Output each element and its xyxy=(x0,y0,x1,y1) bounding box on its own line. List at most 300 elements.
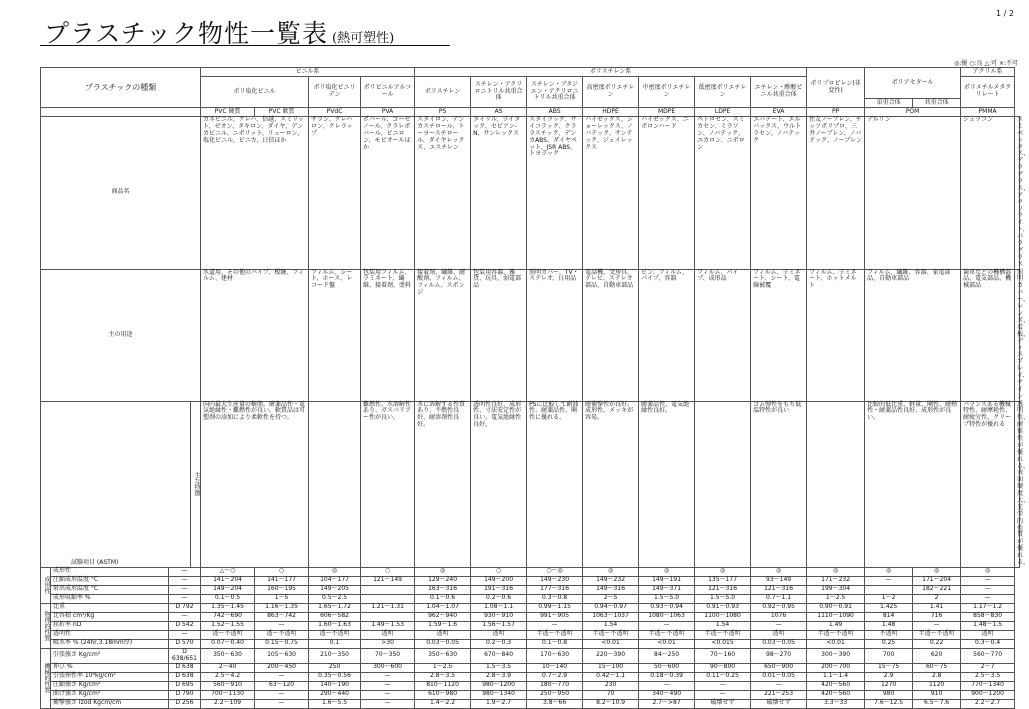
feature-cell: PSに比較して耐油性、耐薬品性、剛性に優れる。 xyxy=(527,401,583,567)
property-value: 290〜440 xyxy=(309,690,361,699)
property-value: 420〜560 xyxy=(807,690,865,699)
property-value: 0.1〜0.5 xyxy=(201,594,255,603)
property-value: 149〜232 xyxy=(583,576,639,585)
property-value: 90〜800 xyxy=(695,663,751,672)
property-value: ◎ xyxy=(415,567,471,576)
astm-code: D 638/651 xyxy=(169,648,201,663)
property-value: 770〜1340 xyxy=(961,681,1015,690)
property-value: — xyxy=(695,690,751,699)
property-value: 1.6〜5.5 xyxy=(309,699,361,708)
property-value: 3.3〜33 xyxy=(807,699,865,708)
property-value: 透明 xyxy=(471,630,527,639)
property-value: 0.1 xyxy=(309,639,361,648)
feature-cell xyxy=(309,401,361,567)
property-value: 716 xyxy=(913,612,961,621)
property-value: — xyxy=(361,681,415,690)
property-value: 70〜160 xyxy=(695,648,751,663)
abbr-cell: PP xyxy=(807,108,865,117)
feature-cell: 水に溶解する性質あり、不燃性良好、耐溶剤性良好。 xyxy=(415,401,471,567)
property-label: 成形収縮率 % xyxy=(51,594,169,603)
property-value: 半透〜不透明 xyxy=(695,630,751,639)
property-value: 814 xyxy=(865,612,913,621)
group-acrylic: アクリル系 xyxy=(961,68,1015,77)
trade-name-cell: ハイゼックス、ショーレックス、ノバテック、サンテック、ジェイレックス xyxy=(583,117,639,270)
property-value: 191〜316 xyxy=(471,585,527,594)
property-value: — xyxy=(255,690,309,699)
feature-cell: ゴム弾性をもち低温特性が良い xyxy=(751,401,807,567)
property-value: 1.5〜5.0 xyxy=(695,594,751,603)
property-value: 半透〜不透明 xyxy=(913,630,961,639)
property-value: 200〜700 xyxy=(807,663,865,672)
abbr-cell: PVA xyxy=(361,108,415,117)
property-value: 991〜905 xyxy=(527,612,583,621)
trade-name-cell: ジュラコン xyxy=(961,117,1015,270)
feature-cell: 国内最大生産量の樹脂。耐薬品性・電気絶縁性・難燃性が良い。軟質品は可塑剤の添加により柔軟性を持つ。 xyxy=(201,401,309,567)
property-value: 163〜316 xyxy=(415,585,471,594)
property-value: 1.52〜1.55 xyxy=(201,621,255,630)
property-value: 0.07〜0.40 xyxy=(201,639,255,648)
property-value: 透〜不透明 xyxy=(255,630,309,639)
property-value: 650〜900 xyxy=(751,663,807,672)
main-use-cell: 包装用フィルム、ラミネート、繊維、接着剤、塗料 xyxy=(361,269,415,401)
property-value: 1.5〜3.5 xyxy=(471,663,527,672)
property-value: 149〜205 xyxy=(309,585,361,594)
property-value: 1.17〜1.2 xyxy=(961,603,1015,612)
property-value: 1.54 xyxy=(583,621,639,630)
property-value: 171〜232 xyxy=(807,576,865,585)
trade-name-cell: ペトロセン、スミカセン、ミラソン、ノバテック、ユカロン、ニポロン xyxy=(695,117,751,270)
property-value: 300〜600 xyxy=(361,663,415,672)
property-value: 141〜177 xyxy=(255,576,309,585)
property-value: 0.93〜0.94 xyxy=(639,603,695,612)
property-value: 1110〜1090 xyxy=(807,612,865,621)
property-value: 220〜390 xyxy=(583,648,639,663)
trade-name-cell: デルリン xyxy=(865,117,961,270)
property-value: 1.16〜1.35 xyxy=(255,603,309,612)
astm-code: — xyxy=(169,567,201,576)
property-value: 1.60〜1.63 xyxy=(309,621,361,630)
property-value: ◎ xyxy=(807,567,865,576)
name-mdpe: 中密度ポリエチレン xyxy=(639,77,695,108)
property-value: 1.5〜5.0 xyxy=(639,594,695,603)
property-value: — xyxy=(751,681,807,690)
trade-name-cell: ポバール、ゴーセノール、クラレポバール、ビニロン、モビオールほか xyxy=(361,117,415,270)
property-value: <0.01 xyxy=(807,639,865,648)
property-value: 0.91〜0.93 xyxy=(695,603,751,612)
property-value: 980〜1340 xyxy=(471,690,527,699)
type-label: プラスチックの種類 xyxy=(41,68,201,108)
acetal-co: 共重合体 xyxy=(913,99,961,108)
property-value: 半透〜不透明 xyxy=(583,630,639,639)
group-acetal: ポリアセタール xyxy=(865,68,961,99)
property-value: 129〜240 xyxy=(415,576,471,585)
abbr-spacer xyxy=(41,108,201,117)
property-value: ◎ xyxy=(865,567,913,576)
property-value: 140〜190 xyxy=(309,681,361,690)
property-value: 620 xyxy=(913,648,961,663)
property-value: — xyxy=(865,576,913,585)
astm-code: D 695 xyxy=(169,681,201,690)
property-value: 0.2〜0.3 xyxy=(471,639,527,648)
abbr-cell: PMMA xyxy=(961,108,1015,117)
group-styrene: ポリスチレン系 xyxy=(415,68,807,77)
property-value: 1.41 xyxy=(913,603,961,612)
property-value: 透明 xyxy=(361,630,415,639)
property-value: — xyxy=(695,681,751,690)
section-thermal: 物理的性質 xyxy=(41,603,51,648)
name-as: スチレン・アクリロニトリル共重合体 xyxy=(471,77,527,108)
property-value: ○ xyxy=(471,567,527,576)
property-value: — xyxy=(255,699,309,708)
property-value: 0.25 xyxy=(865,639,913,648)
property-value: 170〜630 xyxy=(527,648,583,663)
test-items-label: 試験項目 (ASTM) xyxy=(41,401,191,567)
property-value: 606〜582 xyxy=(309,612,361,621)
section-molding: 成形性 xyxy=(41,567,51,603)
property-value: — xyxy=(751,621,807,630)
astm-code: — xyxy=(169,585,201,594)
property-value: 3.8〜66 xyxy=(527,699,583,708)
property-value: 0.3〜0.4 xyxy=(961,639,1015,648)
main-use-cell: フィルム、ラミネート、ホットメルト xyxy=(807,269,865,401)
property-value: 182〜221 xyxy=(913,585,961,594)
property-value: 60〜75 xyxy=(913,663,961,672)
property-value: ○〜◎ xyxy=(527,567,583,576)
name-abs: スチレン・ブタジエン・アクリロニトリル共重合体 xyxy=(527,77,583,108)
main-use-label: 主の用途 xyxy=(41,269,201,401)
property-value: 6.5〜7.6 xyxy=(913,699,961,708)
trade-name-cell: スタイロン、デンカスチロール、トーヨースチロール、ダイヤレックス、エスチレン xyxy=(415,117,471,270)
trade-name-cell: ハイゼックス、ニポロンハード xyxy=(639,117,695,270)
property-value: 210〜350 xyxy=(309,648,361,663)
property-value: — xyxy=(961,585,1015,594)
property-value: 171〜204 xyxy=(913,576,961,585)
property-value: 7.6〜12.5 xyxy=(865,699,913,708)
property-value: 610〜980 xyxy=(415,690,471,699)
property-value: 50〜600 xyxy=(639,663,695,672)
property-value: 半透〜不透明 xyxy=(807,630,865,639)
property-value: <0.015 xyxy=(695,639,751,648)
property-value: 0.5〜2.5 xyxy=(309,594,361,603)
feature-cell xyxy=(695,401,751,567)
astm-code: — xyxy=(169,612,201,621)
property-value: 149〜230 xyxy=(527,576,583,585)
property-value: 半透〜不透明 xyxy=(527,630,583,639)
properties-table xyxy=(40,67,1029,709)
astm-code: D 542 xyxy=(169,621,201,630)
property-value: 1〜2 xyxy=(865,594,913,603)
property-value: 0.94〜0.97 xyxy=(583,603,639,612)
property-value: 0.7〜2.9 xyxy=(527,672,583,681)
feature-label: 主な特徴 xyxy=(191,401,201,567)
property-value: 0.01〜0.05 xyxy=(751,672,807,681)
feature-cell: 難燃性。水溶解性あり、ガスバリアー性が良い。 xyxy=(361,401,415,567)
trade-name-cell: タイリル、ライタック、セビアン-N、サンレックス xyxy=(471,117,527,270)
property-value: 2.8〜3.5 xyxy=(415,672,471,681)
name-ps: ポリスチレン xyxy=(415,77,471,108)
main-use-cell: ビン、フィルム、パイプ、容器 xyxy=(639,269,695,401)
property-value: 121〜149 xyxy=(361,576,415,585)
property-value: 1.35〜1.45 xyxy=(201,603,255,612)
abbr-cell: PVdC xyxy=(309,108,361,117)
name-pvdc: ポリ塩化ビニリデン xyxy=(309,77,361,108)
property-value: 63〜120 xyxy=(255,681,309,690)
property-value: 230 xyxy=(583,681,639,690)
property-value: 0.90〜0.91 xyxy=(807,603,865,612)
property-value: 420〜560 xyxy=(807,681,865,690)
property-value: 200〜450 xyxy=(255,663,309,672)
property-value: 149〜200 xyxy=(471,576,527,585)
property-value: 149〜204 xyxy=(201,585,255,594)
property-value: 560〜910 xyxy=(201,681,255,690)
property-value: — xyxy=(255,621,309,630)
property-label: 屈折率 nD xyxy=(51,621,169,630)
property-value: 2.8 xyxy=(913,672,961,681)
property-value: 560〜770 xyxy=(961,648,1015,663)
property-value: 2.9 xyxy=(865,672,913,681)
feature-cell: 透明性良好、成形性、寸法安定性が良い。電気絶縁性良好。 xyxy=(471,401,527,567)
name-pp: ポリプロピレン(非変性) xyxy=(807,68,865,108)
trade-name-cell: カネビニル、クレハ、信越、スミリット、ゼオン、タキロン、ダイヤ、デンカビニル、ニポリット、リューロン、塩化ビニル、ビニカ、日信ほか xyxy=(201,117,309,270)
property-value: >30 xyxy=(361,639,415,648)
property-label: 圧縮成形温度 °C xyxy=(51,576,169,585)
name-pvc: ポリ塩化ビニル xyxy=(201,77,309,108)
property-value: 149〜191 xyxy=(639,576,695,585)
property-value: 破壊せず xyxy=(695,699,751,708)
property-value: 121〜316 xyxy=(751,585,807,594)
main-use-cell: 歯車などの機構部品、電気部品、機械部品 xyxy=(961,269,1015,401)
property-value: △〜○ xyxy=(201,567,255,576)
trade-name-cell: スミペックス、デラグラス、アクリライト、パラグラス xyxy=(1015,117,1020,270)
page-number: 1 / 2 xyxy=(996,9,1014,18)
property-value: 不透明 xyxy=(865,630,913,639)
name-hdpe: 高密度ポリエチレン xyxy=(583,77,639,108)
property-value: 350〜630 xyxy=(415,648,471,663)
astm-code: — xyxy=(169,594,201,603)
trade-name-cell: エバテート、エルバックス、ウルトラセン、ノバテック xyxy=(751,117,807,270)
abbr-cell: PVC 硬質 xyxy=(201,108,255,117)
property-value: 810〜1120 xyxy=(415,681,471,690)
property-value: 930〜910 xyxy=(471,612,527,621)
property-label: 吸水率 % (24hr,3.18mm厚) xyxy=(51,639,169,648)
property-value xyxy=(361,612,415,621)
property-value: 177〜316 xyxy=(527,585,583,594)
property-value: 0.7〜1.1 xyxy=(751,594,807,603)
property-label: 衝撃強さ Izod Kgcm/cm xyxy=(51,699,169,708)
property-value: 900〜1200 xyxy=(961,690,1015,699)
astm-code: D 790 xyxy=(169,690,201,699)
property-value: 15〜75 xyxy=(865,663,913,672)
trade-name-cell: 住友ノーブレン、チッソポリプロ、三井ノーブレン、ノバテック、ノーブレン xyxy=(807,117,865,270)
property-value: 1.08〜1.1 xyxy=(471,603,527,612)
abbr-cell: POM xyxy=(865,108,961,117)
property-value: 863〜742 xyxy=(255,612,309,621)
feature-cell: 透明性、耐候性が優れる。表面硬度大、光学的性質が優れる。 xyxy=(1015,401,1020,567)
property-value: — xyxy=(913,621,961,630)
property-value: 0.15〜0.75 xyxy=(255,639,309,648)
property-value: ◎ xyxy=(639,567,695,576)
property-value: 0.18〜0.39 xyxy=(639,672,695,681)
name-eva: エチレン・酢酸ビニル共重合体 xyxy=(751,77,807,108)
title-main: プラスチック物性一覧表 xyxy=(44,19,329,48)
property-value: 700〜1130 xyxy=(201,690,255,699)
property-value: — xyxy=(639,681,695,690)
property-value: 透明 xyxy=(751,630,807,639)
property-value: 1.48 xyxy=(865,621,913,630)
property-value: 2.8〜3.9 xyxy=(471,672,527,681)
property-value: 半透〜不透明 xyxy=(639,630,695,639)
property-value: ◎ xyxy=(751,567,807,576)
property-value: — xyxy=(361,699,415,708)
main-use-cell: 包装用容器、雑貨、玩具、弱電部品 xyxy=(471,269,527,401)
main-use-cell: フィルム、シート、ホース、レコード盤 xyxy=(309,269,361,401)
property-value: ◎ xyxy=(695,567,751,576)
abbr-cell: ABS xyxy=(527,108,583,117)
property-value: 10〜140 xyxy=(527,663,583,672)
property-value: 98〜270 xyxy=(751,648,807,663)
property-value: 84〜250 xyxy=(639,648,695,663)
property-value: ◎ xyxy=(309,567,361,576)
property-value: 0.03〜0.05 xyxy=(751,639,807,648)
section-mech: 機械的性質 xyxy=(41,648,51,708)
property-value: 121〜316 xyxy=(695,585,751,594)
name-pva: ポリビニルアルコール xyxy=(361,77,415,108)
property-value: 340〜490 xyxy=(639,690,695,699)
abbr-cell: AS xyxy=(471,108,527,117)
property-value: 1.65〜1.72 xyxy=(309,603,361,612)
main-use-cell: 照明カバー、TV・ステレオ、日用品 xyxy=(527,269,583,401)
property-value: 透明 xyxy=(415,630,471,639)
astm-code: D 638 xyxy=(169,672,201,681)
feature-cell: バランスある機械特性、耐摩耗性、耐疲労性、クリープ特性が優れる xyxy=(961,401,1015,567)
feature-cell: 耐衝撃性が良好。成形性、メッキが容易。 xyxy=(583,401,639,567)
property-value: 350〜630 xyxy=(201,648,255,663)
property-label: 曲げ強さ Kg/cm² xyxy=(51,690,169,699)
property-value: 199〜304 xyxy=(807,585,865,594)
property-label: 透明性 xyxy=(51,630,169,639)
main-use-cell: 水道用、その他のパイプ、板継、フィルム、建材 xyxy=(201,269,309,401)
property-label: 引張強さ Kg/cm² xyxy=(51,648,169,663)
property-value: 160〜195 xyxy=(255,585,309,594)
property-value: 70 xyxy=(583,690,639,699)
property-value: 2.5〜3.5 xyxy=(961,672,1015,681)
property-value: 2〜40 xyxy=(201,663,255,672)
property-value: 1.56〜1.57 xyxy=(471,621,527,630)
property-value: 300〜390 xyxy=(807,648,865,663)
property-value: 1.04〜1.07 xyxy=(415,603,471,612)
title-underline xyxy=(40,45,450,46)
property-value: 1080〜1063 xyxy=(639,612,695,621)
acetal-homo: 単重合体 xyxy=(865,99,913,108)
property-value: ◎ xyxy=(913,567,961,576)
property-value: — xyxy=(639,621,695,630)
rating-legend: ◎:優 ○:良 △:可 ×:不可 xyxy=(954,60,1018,67)
property-value: ◎ xyxy=(961,567,1015,576)
property-label: 比重 xyxy=(51,603,169,612)
main-use-cell: フィルム、繊維、容器、家電部品、自動車部品 xyxy=(865,269,961,401)
feature-cell: 比較的低比重、軽量、剛性。耐熱性・耐薬品性良好、成形性が良い。 xyxy=(865,401,961,567)
trade-name-cell: スタイラック、サイコラック、クララスチック、デンカABS、ダイヤペット、JSR ABS、トヨラック xyxy=(527,117,583,270)
property-value: 0.2〜0.6 xyxy=(471,594,527,603)
property-value xyxy=(361,585,415,594)
property-label: 引張弾性率 10⁴kg/cm² xyxy=(51,672,169,681)
property-value: 2 xyxy=(913,594,961,603)
property-value: 0.42〜1.1 xyxy=(583,672,639,681)
property-value: 1.21〜1.31 xyxy=(361,603,415,612)
property-value: 700 xyxy=(865,648,913,663)
property-value: <0.01 xyxy=(583,639,639,648)
property-value: 0.3〜0.8 xyxy=(527,594,583,603)
abbr-cell: LDPE xyxy=(695,108,751,117)
property-value: 破壊せず xyxy=(751,699,807,708)
property-value: 0.1〜0.6 xyxy=(415,594,471,603)
main-use-cell: 電話機、文房具、テレビ、ステレオ部品、自動車部品 xyxy=(583,269,639,401)
property-value: 1.59〜1.6 xyxy=(415,621,471,630)
property-value: 1〜2.5 xyxy=(807,594,865,603)
property-label: 成形性 xyxy=(51,567,169,576)
property-value: 透〜不透明 xyxy=(309,630,361,639)
property-value: 2〜7 xyxy=(961,663,1015,672)
property-label: 圧縮強さ Kg/cm² xyxy=(51,681,169,690)
property-value: 1.425 xyxy=(865,603,913,612)
main-use-cell: 照明カバー、レンズ、看板、ディスプレイ、サイン xyxy=(1015,269,1020,401)
astm-code: D 638 xyxy=(169,663,201,672)
property-value: 15〜100 xyxy=(583,663,639,672)
property-value: 0.35〜0.56 xyxy=(309,672,361,681)
name-pmma: ポリメチルメタクリレート xyxy=(961,77,1015,108)
property-value: 1063〜1037 xyxy=(583,612,639,621)
property-value: 1.49〜1.53 xyxy=(361,621,415,630)
property-value: 141〜204 xyxy=(201,576,255,585)
property-value: 70〜350 xyxy=(361,648,415,663)
property-label: 伸び % xyxy=(51,663,169,672)
property-value: ○ xyxy=(361,567,415,576)
property-value: 透〜不透明 xyxy=(201,630,255,639)
property-value xyxy=(361,594,415,603)
property-value: 0.11〜0.25 xyxy=(695,672,751,681)
property-value: 180〜770 xyxy=(527,681,583,690)
property-value: 1.1〜1.4 xyxy=(807,672,865,681)
feature-cell: 耐薬品性、電気絶縁性良好。 xyxy=(639,401,695,567)
property-value: 0.1〜0.8 xyxy=(527,639,583,648)
property-value: — xyxy=(961,594,1015,603)
property-value: 2.2〜109 xyxy=(201,699,255,708)
property-value: 105〜630 xyxy=(255,648,309,663)
property-value: 250〜950 xyxy=(527,690,583,699)
property-value: 1.49 xyxy=(807,621,865,630)
main-use-cell: フィルム、ラミネート、シート、電線被覆 xyxy=(751,269,807,401)
main-use-cell: フィルム、パイプ、成形品 xyxy=(695,269,751,401)
feature-cell xyxy=(807,401,865,567)
astm-code: D 792 xyxy=(169,603,201,612)
property-value: 980〜1200 xyxy=(471,681,527,690)
property-value: 1〜2.5 xyxy=(415,663,471,672)
property-value: 1076 xyxy=(751,612,807,621)
property-value: 910 xyxy=(913,690,961,699)
property-value: 1.4〜2.2 xyxy=(415,699,471,708)
property-value: 2〜5 xyxy=(583,594,639,603)
property-value: 0.99〜1.15 xyxy=(527,603,583,612)
property-value: <0.01 xyxy=(639,639,695,648)
property-value: 0.22 xyxy=(913,639,961,648)
abbr-cell: PVC 軟質 xyxy=(255,108,309,117)
property-value: 2.5〜4.2 xyxy=(201,672,255,681)
property-value: 2.2〜2.7 xyxy=(961,699,1015,708)
property-value: 1.48〜1.5 xyxy=(961,621,1015,630)
property-value: 93〜149 xyxy=(751,576,807,585)
property-value: 104〜177 xyxy=(309,576,361,585)
abbr-cell: MDPE xyxy=(639,108,695,117)
